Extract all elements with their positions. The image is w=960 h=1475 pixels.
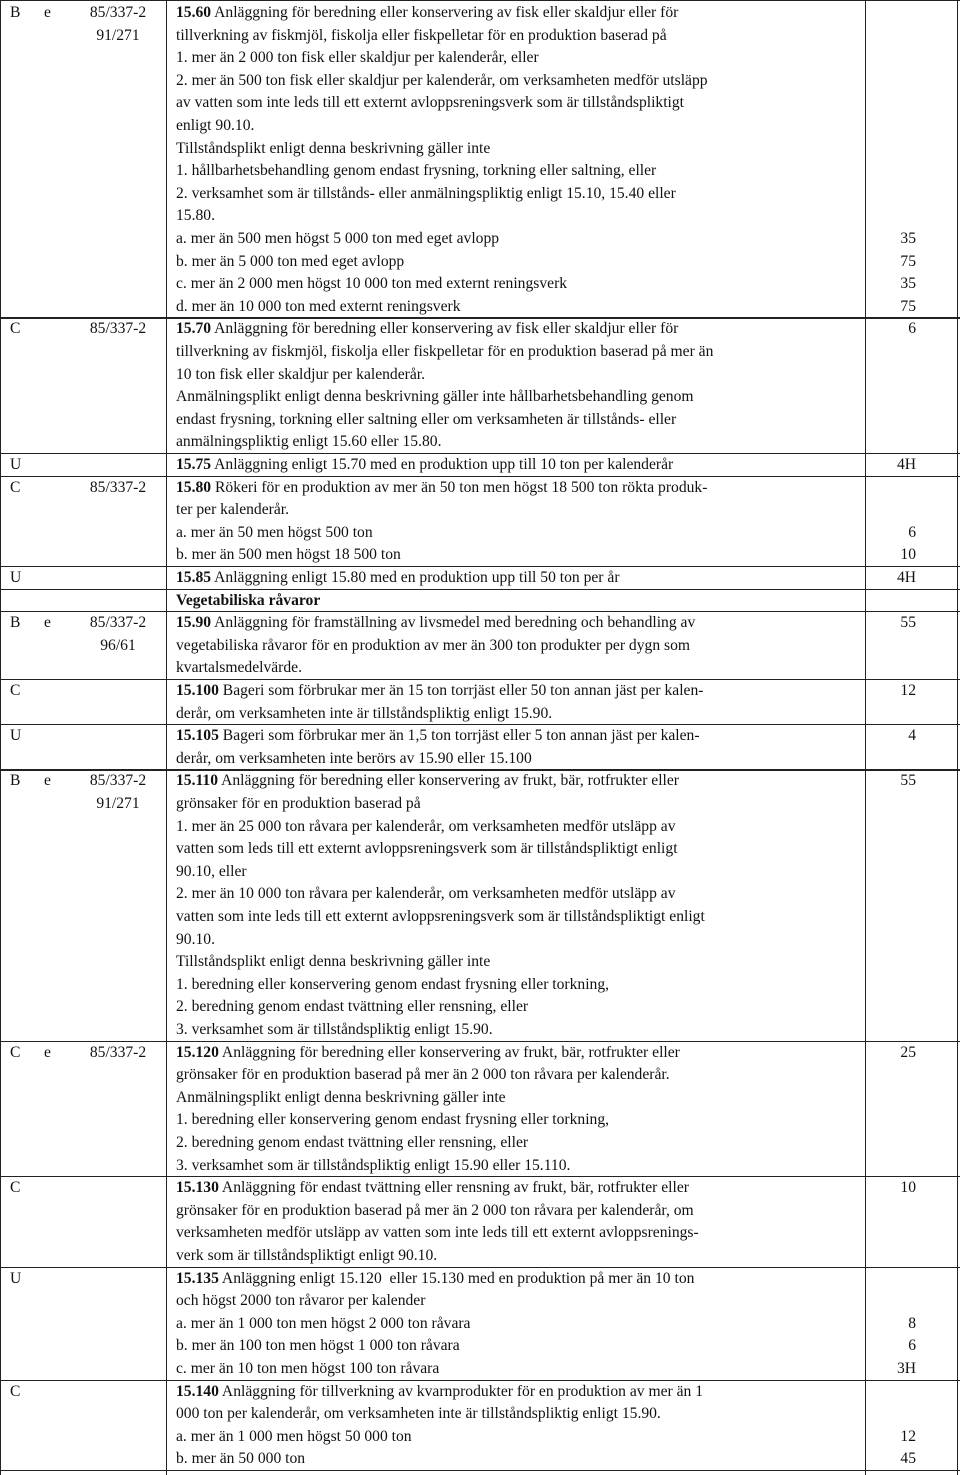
row-description-line [176, 1381, 703, 1404]
row-type-code: C [10, 320, 21, 338]
row-description-line: 3. verksamhet som är tillståndspliktig enligt 15.90 eller 15.110. [176, 1156, 571, 1174]
row-description-line: vatten som inte leds till ett externt avloppsreningsverk som är tillståndspliktigt enligt [176, 908, 705, 925]
row-prevention-ref: 85/337-2 [89, 478, 147, 496]
row-description-line [176, 318, 678, 341]
section-code: 15.85 [176, 569, 212, 586]
row-description-line: enligt 90.10. [176, 117, 255, 134]
row-description-line: 000 ton per kalenderår, om verksamheten inte är tillståndspliktig enligt 15.90. [176, 1405, 661, 1423]
row-fee-value: 4H [896, 456, 916, 473]
row-description-line [176, 1042, 680, 1065]
section-text: Anläggning för tillverkning av kvarnprodukter för en produktion av mer än 1 [218, 1382, 704, 1400]
row-prevention-ref: 91/271 [96, 795, 140, 812]
row-description-line: b. mer än 5 000 ton med eget avlopp [176, 252, 405, 270]
row-description-line: a. mer än 1 000 men högst 50 000 ton [176, 1427, 412, 1445]
line-fee-value: 75 [900, 297, 916, 315]
row-description-line: a. mer än 500 men högst 5 000 ton med eget avlopp [176, 230, 500, 247]
row-description-line: kvartalsmedelvärde. [176, 659, 302, 677]
section-code: 15.90 [176, 614, 212, 632]
section-text: Bageri som förbrukar mer än 1,5 ton torrjäst eller 5 ton annan jäst per kalen- [218, 727, 700, 745]
section-text: Anläggning enligt 15.80 med en produktion upp till 50 ton per år [211, 569, 620, 586]
row-type-code: C [10, 1382, 21, 1400]
row-description-line: endast frysning, torkning eller saltning eller om verksamheten är tillstånds- eller [176, 410, 677, 428]
row-description-line: Tillståndsplikt enligt denna beskrivning gäller inte [176, 139, 491, 157]
row-description-line: Anmälningsplikt enligt denna beskrivning gäller inte [176, 1088, 506, 1106]
section-text: Anläggning för framställning av livsmedel med beredning och behandling av [211, 614, 696, 632]
row-description-line [176, 770, 679, 793]
row-type-code: B [10, 614, 21, 632]
row-description-line: anmälningspliktig enligt 15.60 eller 15.80. [176, 433, 442, 451]
section-text: Anläggning för endast tvättning eller rensning av frukt, bär, rotfrukter eller [218, 1179, 689, 1197]
row-extra-flag: e [44, 4, 51, 21]
row-description-line: vatten som leds till ett externt avloppsreningsverk som är tillståndspliktigt enligt [176, 840, 678, 858]
row-description-line: 2. mer än 10 000 ton råvara per kalenderår, om verksamheten medför utsläpp av [176, 885, 676, 903]
row-description-line: 1. hållbarhetsbehandling genom endast frysning, torkning eller saltning, eller [176, 162, 657, 180]
row-divider [0, 1470, 960, 1471]
row-description-line [176, 1268, 694, 1291]
row-fee-value: 25 [900, 1043, 916, 1061]
row-description-line [176, 1177, 689, 1200]
row-description-line: grönsaker för en produktion baserad på [176, 795, 421, 812]
row-prevention-ref: 91/271 [96, 26, 140, 44]
row-description-line [176, 567, 620, 590]
row-description-line [176, 612, 695, 635]
row-description-line: 2. verksamhet som är tillstånds- eller anmälningspliktig enligt 15.10, 15.40 eller [176, 184, 676, 202]
row-description-line: vegetabiliska råvaror för en produktion av mer än 300 ton produkter per dygn som [176, 636, 691, 654]
line-fee-value: 6 [908, 523, 916, 541]
row-extra-flag: e [44, 614, 51, 632]
row-prevention-ref: 85/337-2 [89, 772, 147, 790]
section-code: 15.105 [176, 727, 219, 745]
line-fee-value: 35 [900, 230, 916, 247]
row-description-line: verksamheten medför utsläpp av vatten som inte leds till ett externt avloppsrenings- [176, 1224, 699, 1242]
row-description-line: 90.10, eller [176, 862, 247, 880]
section-text: Anläggning enligt 15.70 med en produktion upp till 10 ton per kalenderår [211, 456, 674, 473]
section-text: Anläggning för beredning eller konservering av frukt, bär, rotfrukter eller [218, 1043, 680, 1061]
row-extra-flag: e [44, 1043, 51, 1061]
row-description-line: av vatten som inte leds till ett externt avloppsreningsverk som är tillståndspliktigt [176, 94, 685, 112]
row-fee-value: 6 [908, 320, 916, 338]
section-code: 15.75 [176, 456, 212, 473]
row-description-line: derår, om verksamheten inte berörs av 15.90 eller 15.100 [176, 749, 532, 767]
row-type-code: C [10, 1179, 21, 1197]
row-description-line [176, 477, 707, 500]
row-description-line: 1. mer än 25 000 ton råvara per kalenderår, om verksamheten medför utsläpp av [176, 817, 676, 835]
row-description-line: 1. beredning eller konservering genom endast frysning eller torkning, [176, 975, 610, 993]
row-description-line: tillverkning av fiskmjöl, fiskolja eller fiskpelletar för en produktion baserad på mer än [176, 343, 714, 360]
table-border-right [957, 0, 958, 1475]
row-fee-value: 55 [900, 772, 916, 790]
row-description-line: 2. beredning genom endast tvättning eller rensning, eller [176, 998, 529, 1016]
row-prevention-ref: 96/61 [100, 636, 136, 654]
section-text: Anläggning för beredning eller konservering av frukt, bär, rotfrukter eller [218, 772, 679, 790]
row-description-line: 1. mer än 2 000 ton fisk eller skaldjur per kalenderår, eller [176, 49, 539, 67]
row-description-line: b. mer än 50 000 ton [176, 1450, 306, 1468]
row-description-line: verk som är tillståndspliktigt enligt 90.10. [176, 1247, 438, 1264]
line-fee-value: 8 [908, 1314, 916, 1332]
row-description-line [176, 680, 703, 703]
row-prevention-ref: 85/337-2 [89, 4, 147, 21]
row-type-code: B [10, 772, 21, 790]
row-description-line: a. mer än 1 000 ton men högst 2 000 ton råvara [176, 1314, 471, 1332]
row-description-line: tillverkning av fiskmjöl, fiskolja eller fiskpelletar för en produktion baserad på [176, 26, 667, 44]
section-text: Anläggning för beredning eller konservering av fisk eller skaldjur eller för [211, 4, 679, 21]
section-code: 15.135 [176, 1269, 219, 1287]
section-code: 15.130 [176, 1179, 219, 1197]
row-description-line: d. mer än 10 000 ton med externt reningsverk [176, 297, 461, 315]
line-fee-value: 3H [896, 1360, 916, 1377]
row-description-line: c. mer än 10 ton men högst 100 ton råvara [176, 1360, 440, 1377]
section-code: 15.120 [176, 1043, 219, 1061]
row-description-line [176, 454, 673, 477]
row-fee-value: 12 [900, 682, 916, 699]
row-prevention-ref: 85/337-2 [89, 614, 147, 632]
line-fee-value: 35 [900, 275, 916, 293]
line-fee-value: 12 [900, 1427, 916, 1445]
row-type-code: C [10, 682, 21, 699]
row-type-code: U [10, 569, 22, 586]
section-code: 15.100 [176, 682, 219, 699]
row-prevention-ref: 85/337-2 [89, 320, 147, 338]
line-fee-value: 45 [900, 1450, 916, 1468]
row-type-code: C [10, 478, 21, 496]
section-code: 15.60 [176, 4, 212, 21]
row-type-code: U [10, 1269, 22, 1287]
row-description-line: grönsaker för en produktion baserad på mer än 2 000 ton råvara per kalenderår. [176, 1066, 670, 1084]
row-description-line: Tillståndsplikt enligt denna beskrivning gäller inte [176, 953, 491, 971]
section-heading: Vegetabiliska råvaror [176, 591, 321, 609]
row-description-line: 90.10. [176, 930, 215, 948]
column-divider-description [166, 0, 167, 1475]
row-description-line: 2. beredning genom endast tvättning eller rensning, eller [176, 1134, 529, 1151]
row-extra-flag: e [44, 772, 51, 790]
row-fee-value: 55 [900, 614, 916, 632]
row-divider [0, 589, 960, 590]
row-description-line: Anmälningsplikt enligt denna beskrivning gäller inte hållbarhetsbehandling genom [176, 388, 694, 406]
section-text: Rökeri för en produktion av mer än 50 ton men högst 18 500 ton rökta produk- [211, 478, 708, 496]
row-description-line: 15.80. [176, 207, 215, 225]
row-description-line: 2. mer än 500 ton fisk eller skaldjur per kalenderår, om verksamheten medför utsläpp [176, 71, 708, 89]
row-type-code: U [10, 456, 22, 473]
row-description-line: ter per kalenderår. [176, 501, 289, 519]
row-fee-value: 10 [900, 1179, 916, 1197]
row-description-line: grönsaker för en produktion baserad på mer än 2 000 ton råvara per kalenderår, om [176, 1201, 694, 1219]
section-text: Anläggning för beredning eller konservering av fisk eller skaldjur eller för [211, 320, 679, 338]
line-fee-value: 75 [900, 252, 916, 270]
table-border-left [0, 0, 1, 1475]
line-fee-value: 6 [908, 1337, 916, 1355]
line-fee-value: 10 [900, 546, 916, 564]
row-prevention-ref: 85/337-2 [89, 1043, 147, 1061]
section-code: 15.110 [176, 772, 219, 790]
row-fee-value: 4H [896, 569, 916, 586]
row-description-line: b. mer än 500 men högst 18 500 ton [176, 546, 401, 564]
row-description-line: 3. verksamhet som är tillståndspliktig enligt 15.90. [176, 1021, 493, 1038]
section-code: 15.140 [176, 1382, 219, 1400]
section-code: 15.70 [176, 320, 212, 338]
row-description-line: b. mer än 100 ton men högst 1 000 ton råvara [176, 1337, 460, 1355]
row-type-code: B [10, 4, 21, 21]
column-divider-value [865, 0, 866, 1475]
row-description-line: och högst 2000 ton råvaror per kalender [176, 1292, 426, 1310]
section-code: 15.80 [176, 478, 212, 496]
row-type-code: U [10, 727, 22, 745]
row-type-code: C [10, 1043, 21, 1061]
section-text: Bageri som förbrukar mer än 15 ton torrjäst eller 50 ton annan jäst per kalen- [218, 682, 704, 699]
row-description-line: c. mer än 2 000 men högst 10 000 ton med externt reningsverk [176, 275, 568, 293]
row-description-line [176, 2, 678, 25]
row-description-line: derår, om verksamheten inte är tillståndspliktig enligt 15.90. [176, 704, 553, 722]
row-description-line [176, 725, 700, 748]
row-description-line: 1. beredning eller konservering genom endast frysning eller torkning, [176, 1111, 610, 1129]
row-fee-value: 4 [908, 727, 916, 745]
row-description-line: 10 ton fisk eller skaldjur per kalenderår. [176, 365, 425, 383]
section-text: Anläggning enligt 15.120 eller 15.130 med en produktion på mer än 10 ton [218, 1269, 695, 1287]
row-description-line: a. mer än 50 men högst 500 ton [176, 523, 373, 541]
